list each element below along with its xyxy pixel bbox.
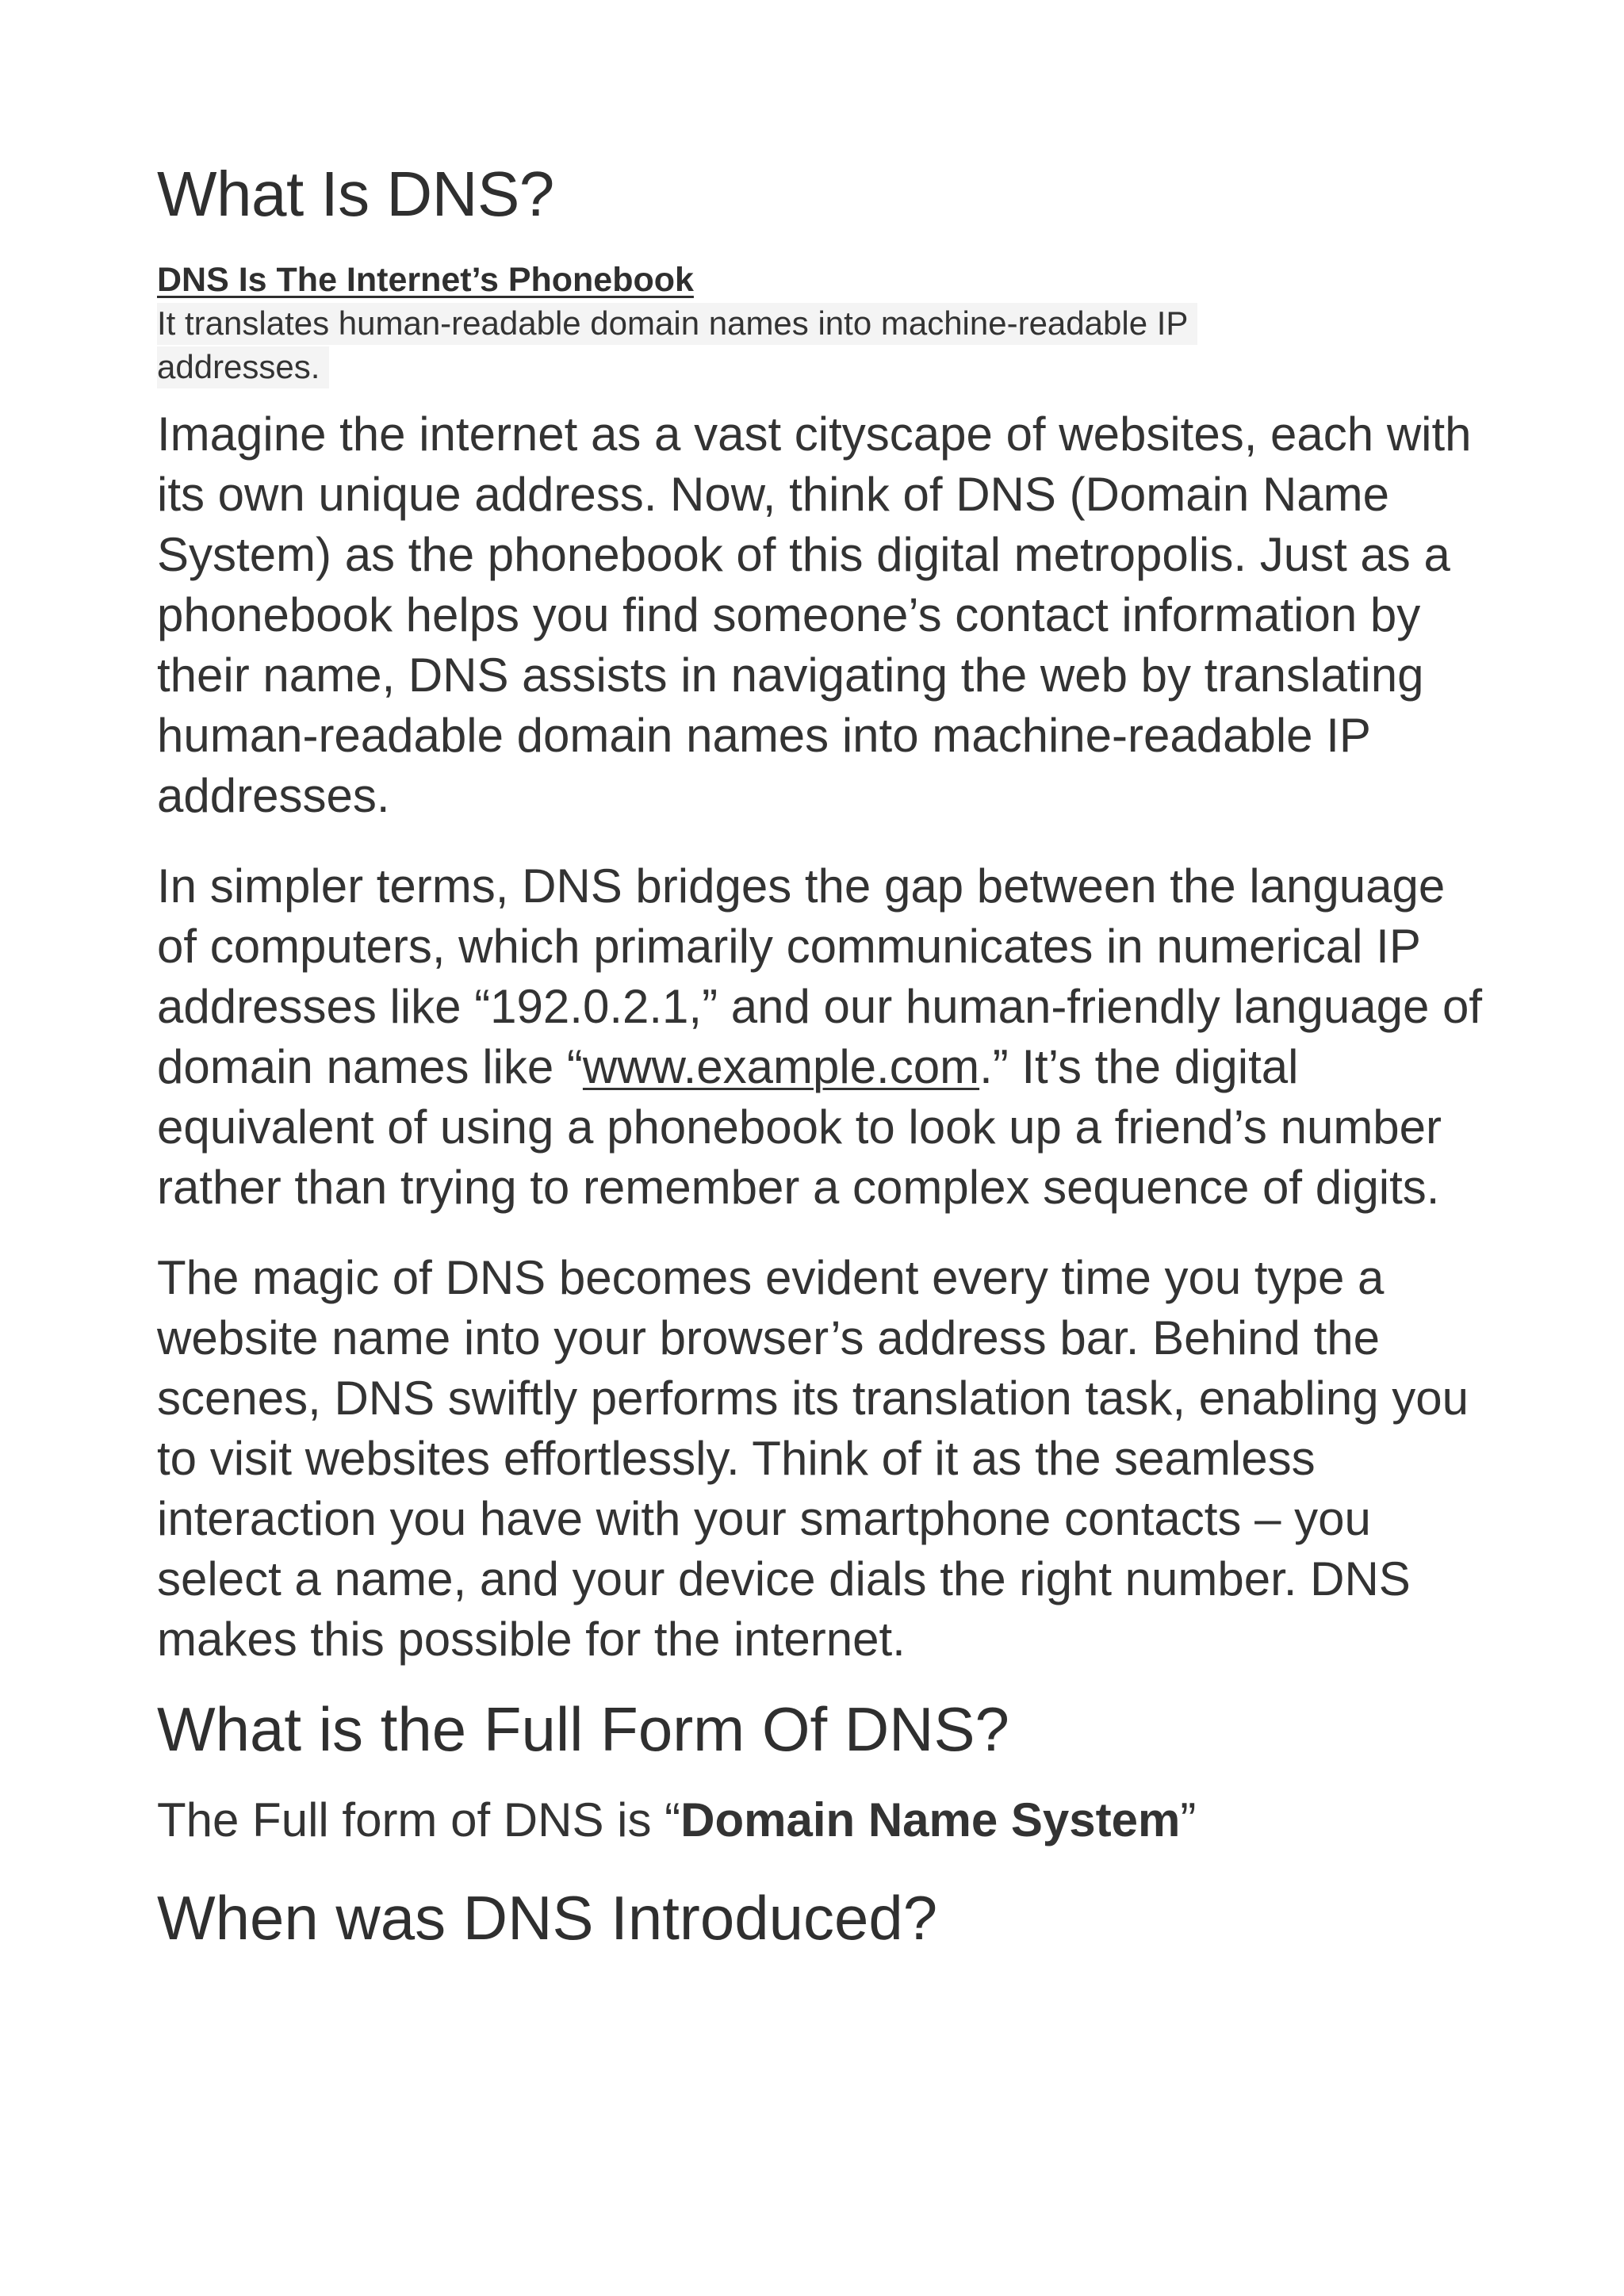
example-domain-link[interactable]: www.example.com	[582, 1040, 980, 1093]
paragraph-intro: Imagine the internet as a vast cityscape of websites, each with its own unique address. Now, think of DNS (Domain Name System) as the phonebook of this digital metropolis. Just as a phonebook helps you find someone’s contact information by their name, DNS assists in navigating the web by translating human-readable domain names into machine-readable IP addresses.	[157, 408, 1472, 822]
full-form-statement	[157, 1790, 1489, 1850]
full-form-bold: Domain Name System	[680, 1793, 1181, 1846]
full-form-prefix: The Full form of DNS is “	[157, 1793, 681, 1846]
paragraph-magic-of-dns: The magic of DNS becomes evident every time you type a website name into your browser’s address bar. Behind the scenes, DNS swiftly performs its translation task, enabling you to visit websites effortlessly. Think of it as the seamless interaction you have with your smartphone contacts – you select a name, and your device dials the right number. DNS makes this possible for the internet.	[157, 1251, 1469, 1666]
section-heading-introduced: When was DNS Introduced?	[157, 1883, 938, 1953]
paragraph-simpler-terms	[157, 856, 1489, 1218]
paragraph-text-before-link: In simpler terms, DNS bridges the gap between the language of computers, which primarily communicates in numerical IP addresses like “192.0.2.1,” and our human-friendly language of domain names like “	[157, 859, 1483, 1093]
section-heading-full-form: What is the Full Form Of DNS?	[157, 1694, 1009, 1764]
callout-heading: DNS Is The Internet’s Phonebook	[157, 261, 694, 299]
callout-text-wrapper	[157, 301, 1315, 388]
callout-box	[157, 258, 1489, 388]
article	[157, 151, 1489, 1961]
callout-text: It translates human-readable domain names into machine-readable IP addresses.	[157, 303, 1197, 388]
page-title: What Is DNS?	[157, 159, 554, 229]
full-form-suffix: ”	[1180, 1793, 1197, 1846]
paragraph-text-after-link: .” It’s the digital equivalent of using a phonebook to look up a friend’s number rather than trying to remember a complex sequence of digits.	[157, 1040, 1442, 1214]
